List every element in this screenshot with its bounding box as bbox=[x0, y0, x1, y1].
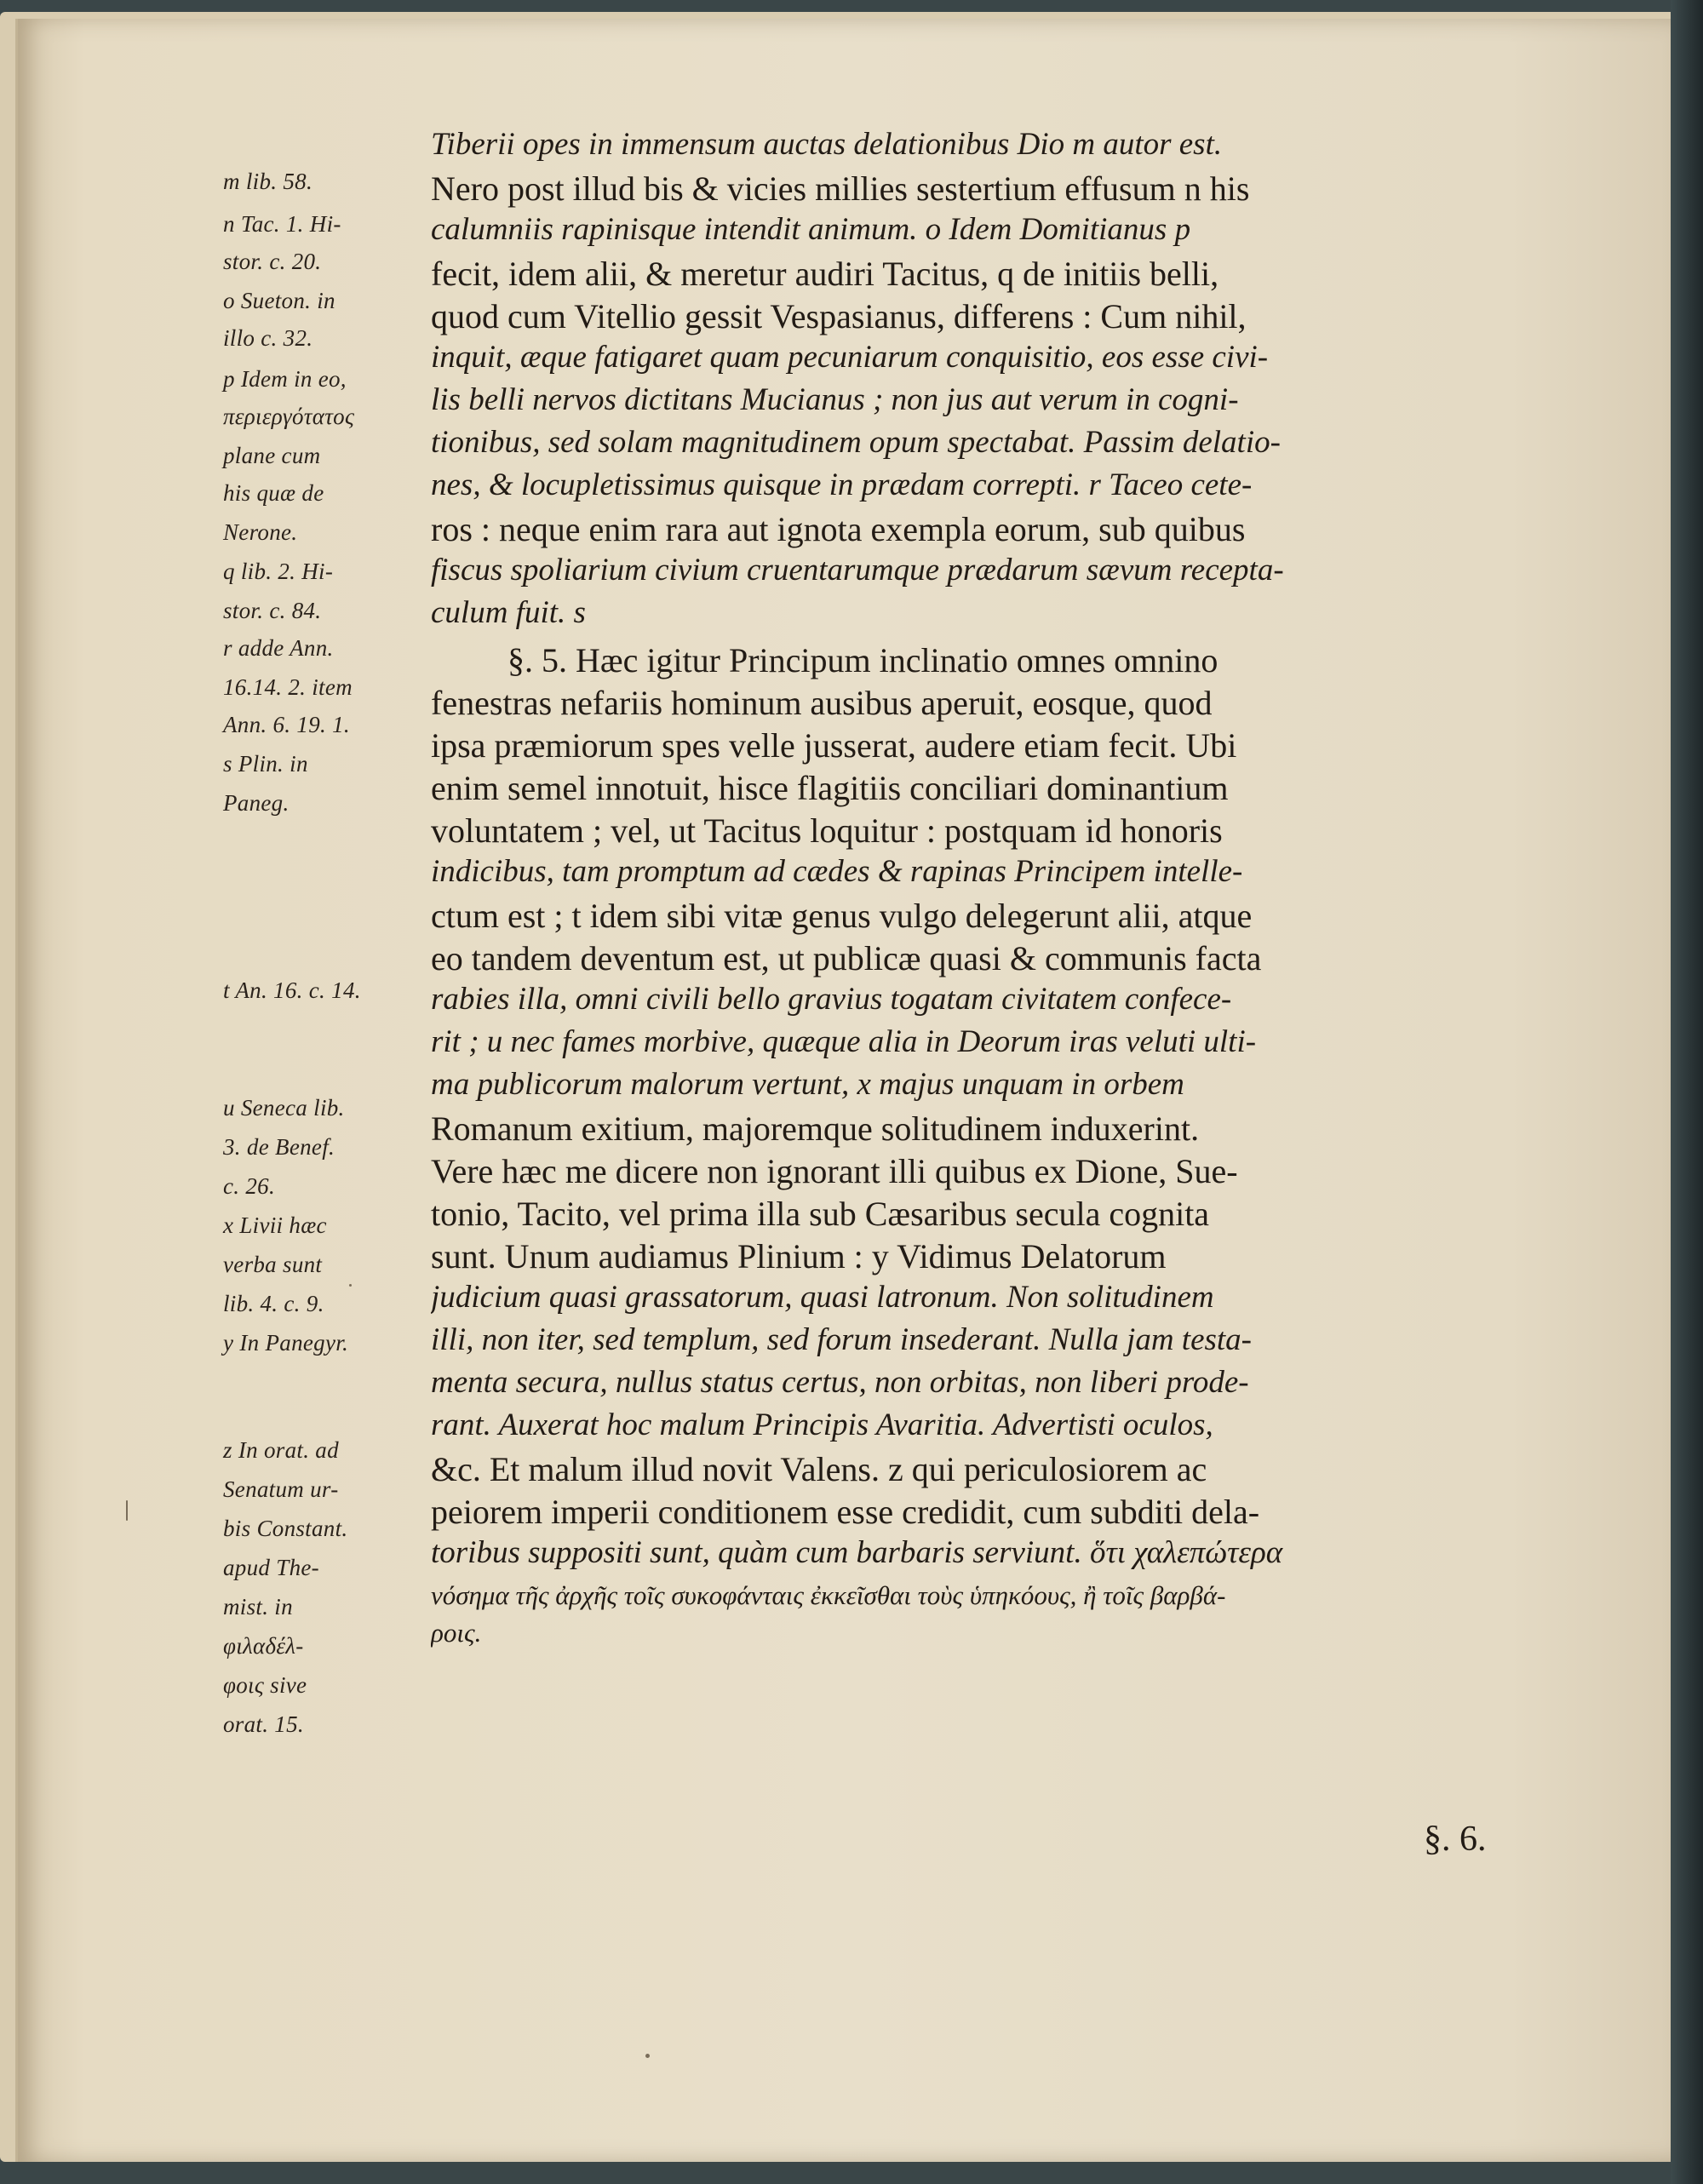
margin-note: περιεργότατος bbox=[223, 404, 355, 429]
margin-note: φιλαδέλ- bbox=[223, 1633, 304, 1659]
section-heading-line: §. 5. Hæc igitur Principum inclinatio omnes omnino bbox=[507, 641, 1218, 679]
margin-note: illo c. 32. bbox=[223, 325, 313, 351]
margin-note: c. 26. bbox=[223, 1173, 276, 1199]
text-line: sunt. Unum audiamus Plinium : y Vidimus Delatorum bbox=[431, 1237, 1167, 1275]
text-line: rant. Auxerat hoc malum Principis Avaritia. Advertisti oculos, bbox=[431, 1407, 1213, 1442]
margin-note: 3. de Benef. bbox=[223, 1134, 335, 1160]
margin-note: r adde Ann. bbox=[223, 635, 334, 661]
margin-note: u Seneca lib. bbox=[223, 1095, 345, 1121]
text-line: menta secura, nullus status certus, non orbitas, non liberi prode- bbox=[431, 1365, 1249, 1400]
text-line: rit ; u nec fames morbive, quæque alia in Deorum iras veluti ulti- bbox=[431, 1024, 1257, 1059]
text-line: indicibus, tam promptum ad cædes & rapinas Principem intelle- bbox=[431, 854, 1243, 889]
text-line: Nero post illud bis & vicies millies sestertium effusum n his bbox=[431, 169, 1250, 208]
text-line: judicium quasi grassatorum, quasi latronum. Non solitudinem bbox=[431, 1280, 1214, 1315]
text-line: ros : neque enim rara aut ignota exempla eorum, sub quibus bbox=[431, 510, 1246, 548]
margin-note: o Sueton. in bbox=[223, 288, 335, 313]
text-line: culum fuit. s bbox=[431, 595, 586, 630]
margin-note: p Idem in eo, bbox=[223, 366, 347, 392]
margin-note: mist. in bbox=[223, 1594, 293, 1619]
margin-note: Ann. 6. 19. 1. bbox=[223, 712, 350, 737]
text-line: ctum est ; t idem sibi vitæ genus vulgo delegerunt alii, atque bbox=[431, 897, 1253, 935]
margin-note: t An. 16. c. 14. bbox=[223, 977, 361, 1003]
text-line: fenestras nefariis hominum ausibus aperuit, eosque, quod bbox=[431, 684, 1213, 722]
margin-note: Nerone. bbox=[223, 519, 298, 545]
text-line: toribus suppositi sunt, quàm cum barbaris serviunt. ὅτι χαλεπώτερα bbox=[431, 1535, 1283, 1570]
text-line: tonio, Tacito, vel prima illa sub Cæsaribus secula cognita bbox=[431, 1195, 1210, 1233]
margin-note: x Livii hæc bbox=[223, 1212, 327, 1238]
margin-note: verba sunt bbox=[223, 1252, 323, 1277]
text-line: Romanum exitium, majoremque solitudinem induxerint. bbox=[431, 1109, 1200, 1148]
text-line: illi, non iter, sed templum, sed forum insederant. Nulla jam testa- bbox=[431, 1322, 1253, 1357]
paper-speck bbox=[349, 1284, 352, 1287]
text-line: enim semel innotuit, hisce flagitiis conciliari dominantium bbox=[431, 769, 1229, 807]
text-line: rabies illa, omni civili bello gravius togatam civitatem confece- bbox=[431, 982, 1232, 1017]
margin-note: lib. 4. c. 9. bbox=[223, 1291, 324, 1316]
greek-line: νόσημα τῆς ἀρχῆς τοῖς συκοφάνταις ἐκκεῖσθαι τοὺς ὑπηκόους, ἢ τοῖς βαρβά- bbox=[431, 1580, 1226, 1610]
binding-edge bbox=[1671, 0, 1703, 2184]
text-line: Vere hæc me dicere non ignorant illi quibus ex Dione, Sue- bbox=[431, 1152, 1238, 1190]
margin-note: orat. 15. bbox=[223, 1711, 304, 1737]
margin-note: Senatum ur- bbox=[223, 1476, 339, 1502]
margin-note: n Tac. 1. Hi- bbox=[223, 211, 341, 237]
text-line: voluntatem ; vel, ut Tacitus loquitur : postquam id honoris bbox=[431, 811, 1223, 850]
text-line: &c. Et malum illud novit Valens. z qui periculosiorem ac bbox=[431, 1450, 1207, 1488]
margin-note: plane cum bbox=[223, 443, 321, 468]
text-line: fiscus spoliarium civium cruentarumque prædarum sævum recepta- bbox=[431, 553, 1284, 588]
text-line: Tiberii opes in immensum auctas delationibus Dio m autor est. bbox=[431, 127, 1223, 162]
margin-note: stor. c. 84. bbox=[223, 598, 322, 623]
margin-note: stor. c. 20. bbox=[223, 249, 322, 274]
text-line: fecit, idem alii, & meretur audiri Tacitus, q de initiis belli, bbox=[431, 255, 1219, 293]
text-line: eo tandem deventum est, ut publicæ quasi & communis facta bbox=[431, 939, 1262, 977]
text-line: nes, & locupletissimus quisque in prædam correpti. r Taceo cete- bbox=[431, 467, 1253, 502]
catchword: §. 6. bbox=[1424, 1820, 1487, 1859]
margin-note: his quæ de bbox=[223, 480, 324, 506]
text-line: inquit, æque fatigaret quam pecuniarum conquisitio, eos esse civi- bbox=[431, 340, 1269, 375]
paper-speck bbox=[645, 2054, 650, 2058]
text-line: ma publicorum malorum vertunt, x majus unquam in orbem bbox=[431, 1067, 1184, 1102]
text-line: tionibus, sed solam magnitudinem opum spectabat. Passim delatio- bbox=[431, 425, 1281, 460]
margin-note: z In orat. ad bbox=[223, 1437, 339, 1463]
margin-note: y In Panegyr. bbox=[223, 1330, 349, 1356]
margin-note: Paneg. bbox=[223, 790, 290, 816]
margin-note: 16.14. 2. item bbox=[223, 674, 353, 700]
greek-line: ροις. bbox=[431, 1618, 482, 1648]
margin-note: φοις sive bbox=[223, 1672, 307, 1698]
text-line: peiorem imperii conditionem esse credidit, cum subditi dela- bbox=[431, 1493, 1260, 1531]
margin-note: bis Constant. bbox=[223, 1516, 348, 1541]
margin-note: q lib. 2. Hi- bbox=[223, 559, 334, 584]
margin-note: s Plin. in bbox=[223, 751, 308, 777]
text-line: quod cum Vitellio gessit Vespasianus, differens : Cum nihil, bbox=[431, 297, 1247, 335]
margin-note: m lib. 58. bbox=[223, 169, 313, 194]
text-line: calumniis rapinisque intendit animum. o Idem Domitianus p bbox=[431, 212, 1191, 247]
paper-mark bbox=[126, 1500, 128, 1521]
text-line: lis belli nervos dictitans Mucianus ; non jus aut verum in cogni- bbox=[431, 382, 1239, 417]
text-line: ipsa præmiorum spes velle jusserat, audere etiam fecit. Ubi bbox=[431, 726, 1237, 765]
margin-note: apud The- bbox=[223, 1555, 319, 1580]
